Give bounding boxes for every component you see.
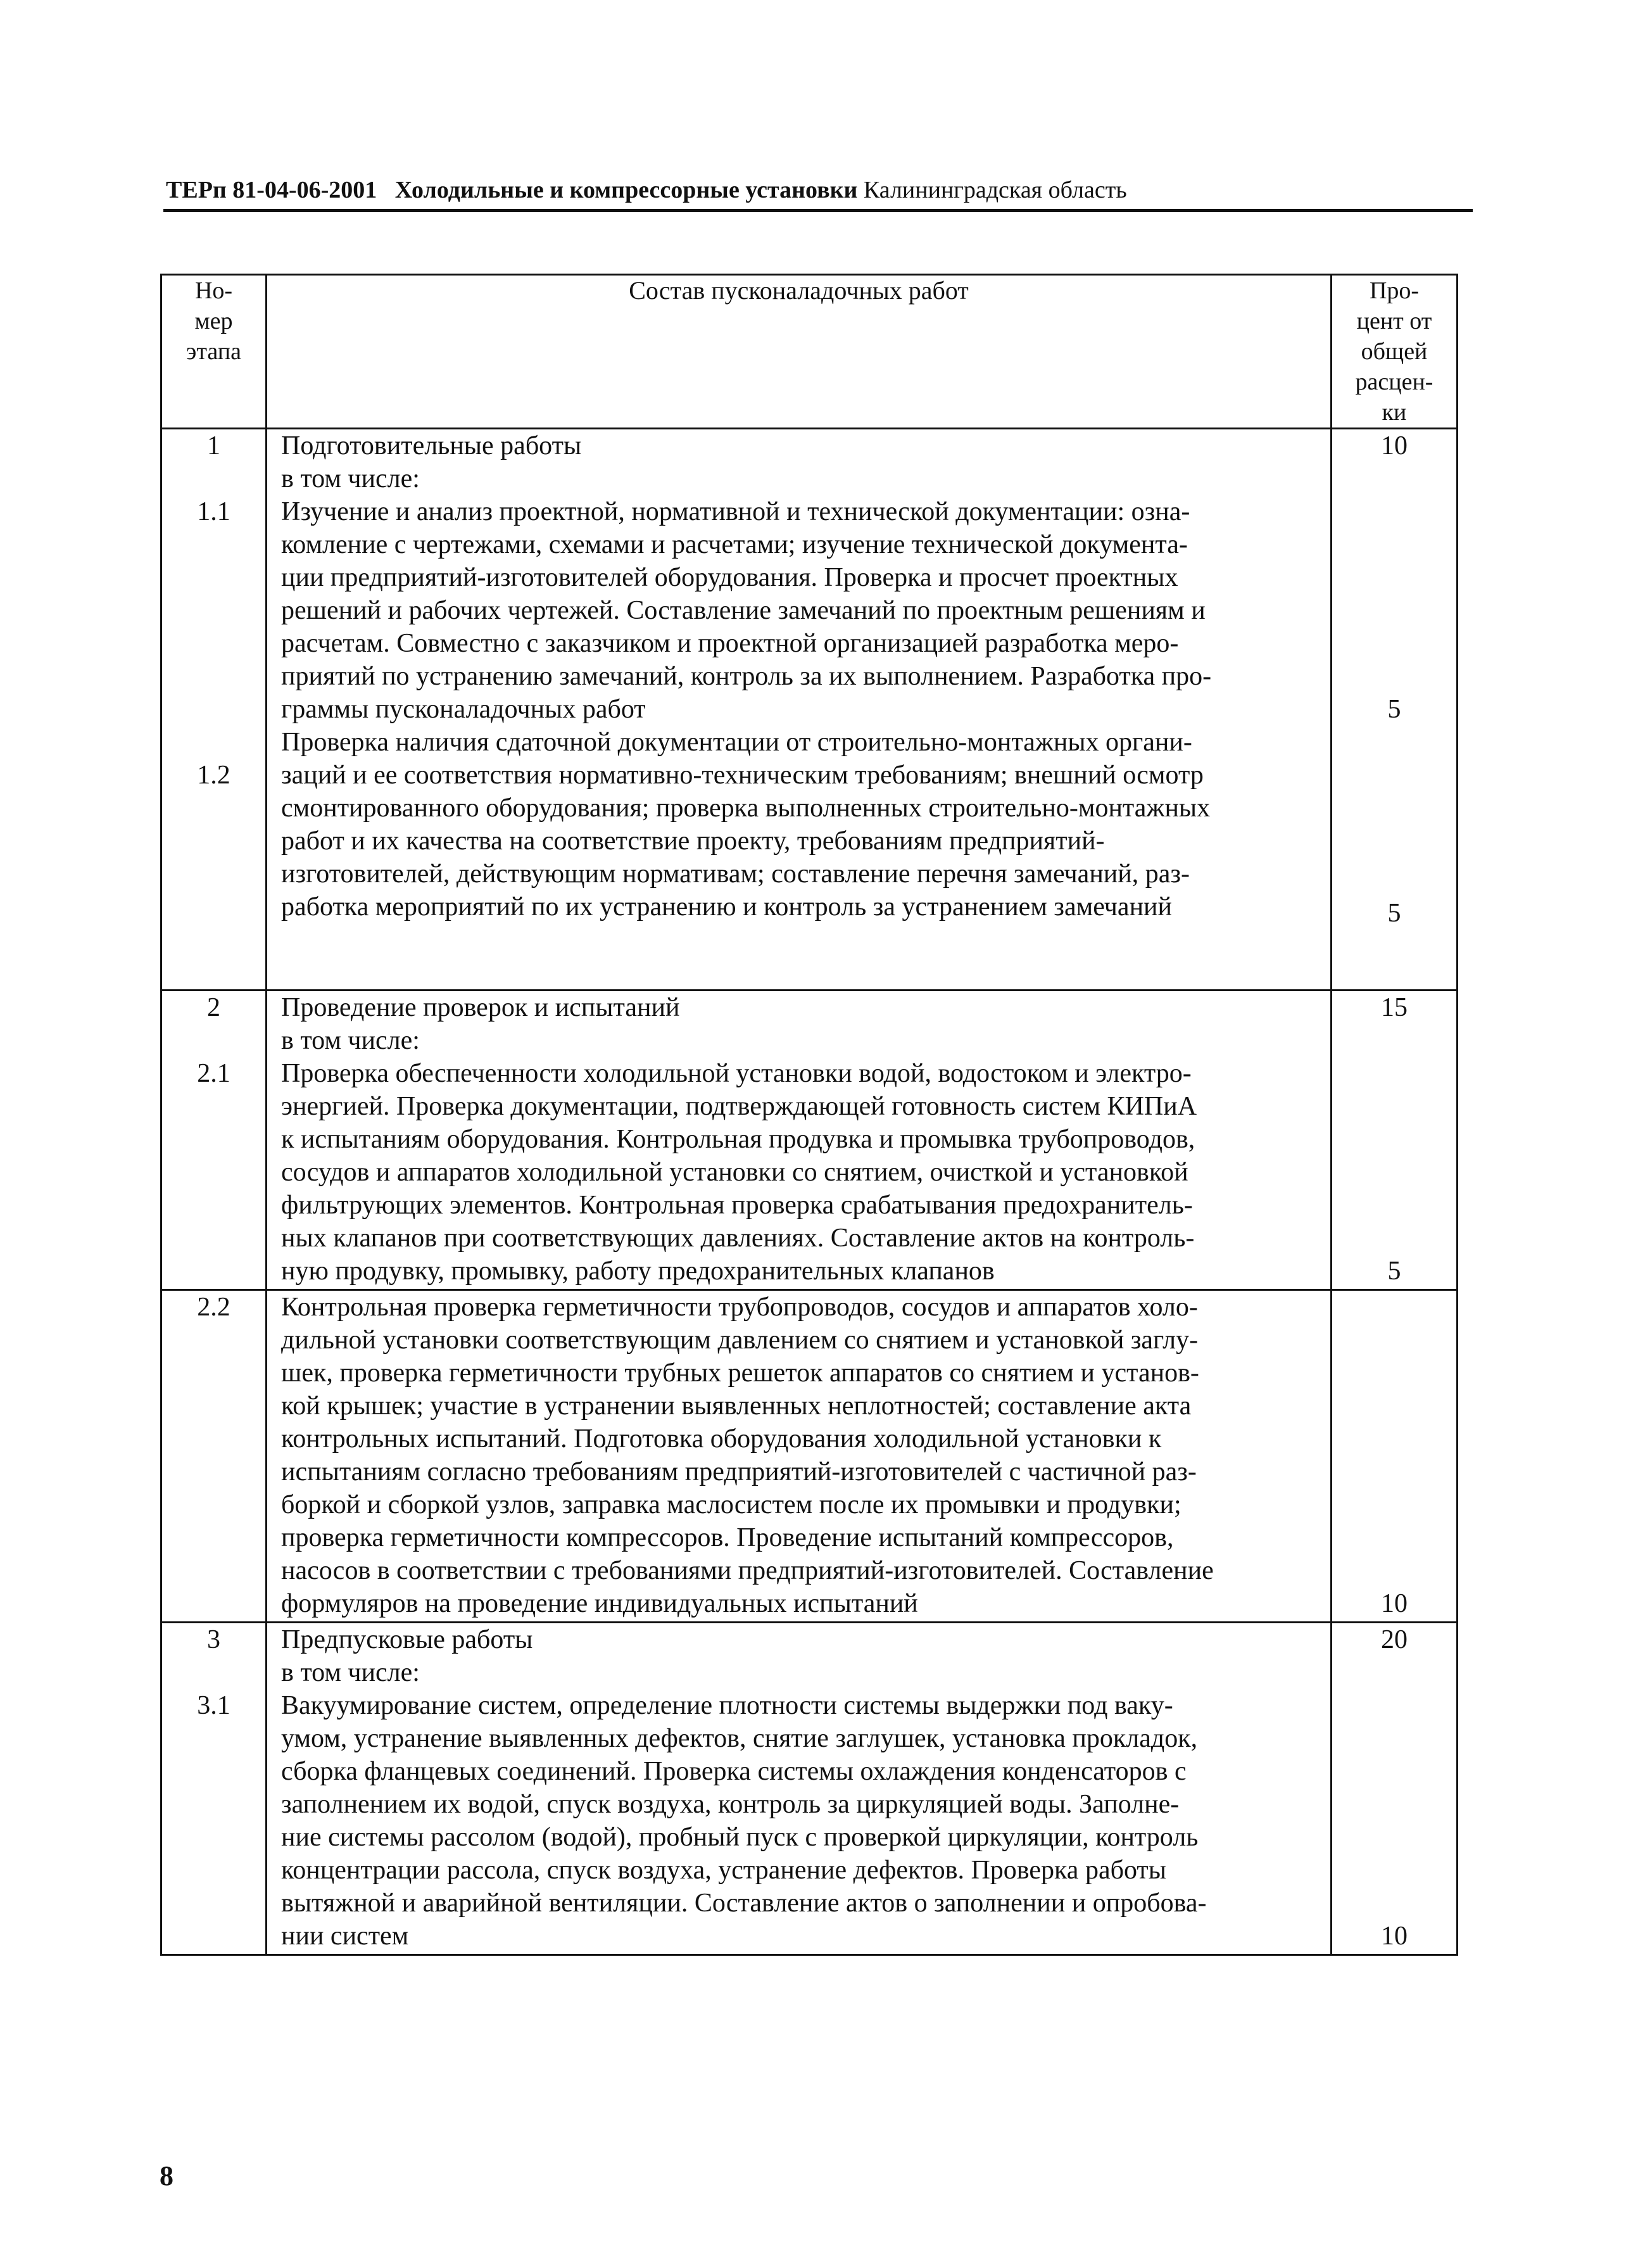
stage-number — [162, 890, 265, 923]
percent-value: 5 — [1387, 1257, 1401, 1286]
work-description-line: Проверка наличия сдаточной документации от строительно-монтажных органи- — [281, 728, 1192, 757]
work-description-line: смонтированного оборудования; проверка выполненных строительно-монтажных — [281, 794, 1211, 823]
commissioning-works-table — [160, 274, 1458, 1956]
percent-cell — [1332, 991, 1458, 1290]
stage-number: 2.1 — [197, 1059, 230, 1088]
percent-value — [1332, 1521, 1456, 1554]
stage-number-cell — [161, 1623, 267, 1955]
work-description-line: расчетам. Совместно с заказчиком и проектной организацией разработка меро- — [281, 629, 1179, 658]
percent-value — [1332, 1554, 1456, 1587]
percent-value — [1332, 528, 1456, 561]
percent-value — [1332, 1090, 1456, 1123]
percent-value — [1332, 1189, 1456, 1222]
percent-value — [1332, 759, 1456, 792]
percent-value — [1332, 1887, 1456, 1920]
work-description-line: сборка фланцевых соединений. Проверка системы охлаждения конденсаторов с — [281, 1757, 1187, 1786]
header-composition: Состав пусконаладочных работ — [267, 275, 1332, 429]
stage-number — [162, 726, 265, 759]
stage-number-cell — [161, 1290, 267, 1623]
work-description-cell — [267, 429, 1332, 991]
work-description-line: Подготовительные работы — [281, 431, 582, 460]
work-description-cell — [267, 1290, 1332, 1623]
work-description-line: работка мероприятий по их устранению и контроль за устранением замечаний — [281, 892, 1172, 922]
percent-value — [1332, 1422, 1456, 1455]
stage-number — [162, 594, 265, 627]
stage-number — [162, 825, 265, 858]
work-description-line: граммы пусконаладочных работ — [281, 695, 646, 724]
percent-cell — [1332, 1290, 1458, 1623]
work-description-line: шек, проверка герметичности трубных решеток аппаратов со снятием и установ- — [281, 1359, 1199, 1388]
work-description-line: заций и ее соответствия нормативно-техническим требованиям; внешний осмотр — [281, 761, 1204, 790]
work-description-line: энергией. Проверка документации, подтверждающей готовность систем КИПиА — [281, 1092, 1197, 1121]
percent-value — [1332, 1722, 1456, 1755]
stage-number-cell — [161, 991, 267, 1290]
table-row — [161, 991, 1458, 1290]
work-description-line: кой крышек; участие в устранении выявленных неплотностей; составление акта — [281, 1391, 1192, 1421]
work-description-line: приятий по устранению замечаний, контроль за их выполнением. Разработка про- — [281, 662, 1212, 691]
work-description-line: боркой и сборкой узлов, заправка маслосистем после их промывки и продувки; — [281, 1490, 1181, 1519]
percent-value — [1332, 1689, 1456, 1722]
percent-value — [1332, 1324, 1456, 1357]
percent-value: 5 — [1387, 695, 1401, 724]
work-description-line: изготовителей, действующим нормативам; составление перечня замечаний, раз- — [281, 859, 1190, 889]
work-description-line: Изучение и анализ проектной, нормативной и технической документации: озна- — [281, 497, 1190, 526]
percent-cell — [1332, 429, 1458, 991]
stage-number — [162, 858, 265, 890]
percent-value — [1332, 1057, 1456, 1090]
percent-value: 10 — [1381, 1589, 1408, 1618]
work-description-line: Контрольная проверка герметичности трубопроводов, сосудов и аппаратов холо- — [281, 1293, 1198, 1322]
work-description-line: решений и рабочих чертежей. Составление замечаний по проектным решениям и — [281, 596, 1206, 625]
work-description-line: комление с чертежами, схемами и расчетами; изучение технической документа- — [281, 530, 1188, 559]
work-description-line: фильтрующих элементов. Контрольная проверка срабатывания предохранитель- — [281, 1191, 1193, 1220]
percent-value: 10 — [1381, 431, 1408, 460]
stage-number — [162, 923, 265, 956]
stage-number — [162, 1656, 265, 1689]
work-description-cell — [267, 1623, 1332, 1955]
work-description-line: Проверка обеспеченности холодильной установки водой, водостоком и электро- — [281, 1059, 1192, 1088]
work-description-line: испытаниям согласно требованиям предприятий-изготовителей с частичной раз- — [281, 1457, 1197, 1486]
work-description-line: заполнением их водой, спуск воздуха, контроль за циркуляцией воды. Заполне- — [281, 1790, 1180, 1819]
percent-value — [1332, 1024, 1456, 1057]
stage-number — [162, 660, 265, 693]
work-description-line: в том числе: — [281, 1026, 420, 1055]
percent-value — [1332, 1656, 1456, 1689]
work-description-line: ции предприятий-изготовителей оборудования. Проверка и просчет проектных — [281, 563, 1178, 592]
percent-value — [1332, 1821, 1456, 1854]
percent-value — [1332, 1123, 1456, 1156]
work-description-line: Предпусковые работы — [281, 1625, 533, 1654]
stage-number: 3.1 — [197, 1691, 230, 1720]
work-description-line: концентрации рассола, спуск воздуха, устранение дефектов. Проверка работы — [281, 1856, 1166, 1885]
document-region: Калининградская область — [863, 177, 1127, 203]
work-description-line: дильной установки соответствующим давлением со снятием и установкой заглу- — [281, 1326, 1199, 1355]
header-rule — [163, 209, 1473, 212]
stage-number — [162, 462, 265, 495]
percent-value — [1332, 1488, 1456, 1521]
percent-value — [1332, 1854, 1456, 1887]
work-description-line: Вакуумирование систем, определение плотности системы выдержки под ваку- — [281, 1691, 1173, 1720]
document-code: ТЕРп 81-04-06-2001 — [166, 177, 377, 203]
percent-value — [1332, 858, 1456, 890]
work-description-line: к испытаниям оборудования. Контрольная продувка и промывка трубопроводов, — [281, 1125, 1195, 1154]
percent-value: 10 — [1381, 1922, 1408, 1951]
stage-number — [162, 561, 265, 594]
work-description-line: контрольных испытаний. Подготовка оборудования холодильной установки к — [281, 1424, 1162, 1454]
work-description-line: насосов в соответствии с требованиями предприятий-изготовителей. Составление — [281, 1556, 1214, 1585]
stage-number: 3 — [207, 1625, 220, 1654]
percent-value — [1332, 660, 1456, 693]
work-description-line: ных клапанов при соответствующих давлениях. Составление актов на контроль- — [281, 1224, 1195, 1253]
stage-number — [162, 792, 265, 825]
work-description-line: ную продувку, промывку, работу предохранительных клапанов — [281, 1257, 995, 1286]
stage-number — [162, 1024, 265, 1057]
percent-value — [1332, 1390, 1456, 1422]
stage-number — [162, 693, 265, 726]
percent-value — [1332, 792, 1456, 825]
percent-value — [1332, 1357, 1456, 1390]
percent-value — [1332, 825, 1456, 858]
percent-value: 5 — [1387, 899, 1401, 928]
percent-value — [1332, 1455, 1456, 1488]
percent-value — [1332, 1291, 1456, 1324]
work-description-line: нии систем — [281, 1922, 409, 1951]
page-number: 8 — [160, 2160, 173, 2191]
work-description-line: проверка герметичности компрессоров. Проведение испытаний компрессоров, — [281, 1523, 1174, 1552]
percent-value — [1332, 1156, 1456, 1189]
stage-number — [162, 627, 265, 660]
table-row — [161, 1623, 1458, 1955]
percent-value — [1332, 495, 1456, 528]
work-description-line: работ и их качества на соответствие проекту, требованиям предприятий- — [281, 827, 1105, 856]
work-description-line: формуляров на проведение индивидуальных испытаний — [281, 1589, 918, 1618]
table-header-row — [161, 275, 1458, 429]
work-description-line: в том числе: — [281, 1658, 420, 1687]
percent-value — [1332, 462, 1456, 495]
percent-value — [1332, 627, 1456, 660]
table-row — [161, 429, 1458, 991]
work-description-line: умом, устранение выявленных дефектов, снятие заглушек, установка прокладок, — [281, 1724, 1198, 1753]
percent-value — [1332, 1788, 1456, 1821]
stage-number — [162, 956, 265, 989]
document-subject: Холодильные и компрессорные установки — [394, 177, 858, 203]
stage-number: 1.1 — [197, 497, 230, 526]
percent-value — [1332, 594, 1456, 627]
work-description-line: ние системы рассолом (водой), пробный пуск с проверкой циркуляции, контроль — [281, 1823, 1199, 1852]
stage-number: 1.2 — [197, 761, 230, 790]
stage-number: 2 — [207, 993, 220, 1022]
stage-number — [162, 528, 265, 561]
work-description-cell — [267, 991, 1332, 1290]
percent-value: 20 — [1381, 1625, 1408, 1654]
percent-cell — [1332, 1623, 1458, 1955]
stage-number-cell — [161, 429, 267, 991]
stage-number: 2.2 — [197, 1293, 230, 1322]
header-percent: Про- цент от общей расцен- ки — [1332, 275, 1458, 429]
stage-number: 1 — [207, 431, 220, 460]
work-description-line: вытяжной и аварийной вентиляции. Составление актов о заполнении и опробова- — [281, 1889, 1207, 1918]
header-stage-number: Но- мер этапа — [161, 275, 267, 429]
work-description-line: сосудов и аппаратов холодильной установки со снятием, очисткой и установкой — [281, 1158, 1188, 1187]
table-row — [161, 1290, 1458, 1623]
percent-value — [1332, 1222, 1456, 1255]
work-description-line: в том числе: — [281, 464, 420, 493]
percent-value — [1332, 561, 1456, 594]
percent-value — [1332, 726, 1456, 759]
work-description-line: Проведение проверок и испытаний — [281, 993, 680, 1022]
percent-value — [1332, 1755, 1456, 1788]
percent-value: 15 — [1381, 993, 1408, 1022]
running-header — [166, 175, 1470, 205]
